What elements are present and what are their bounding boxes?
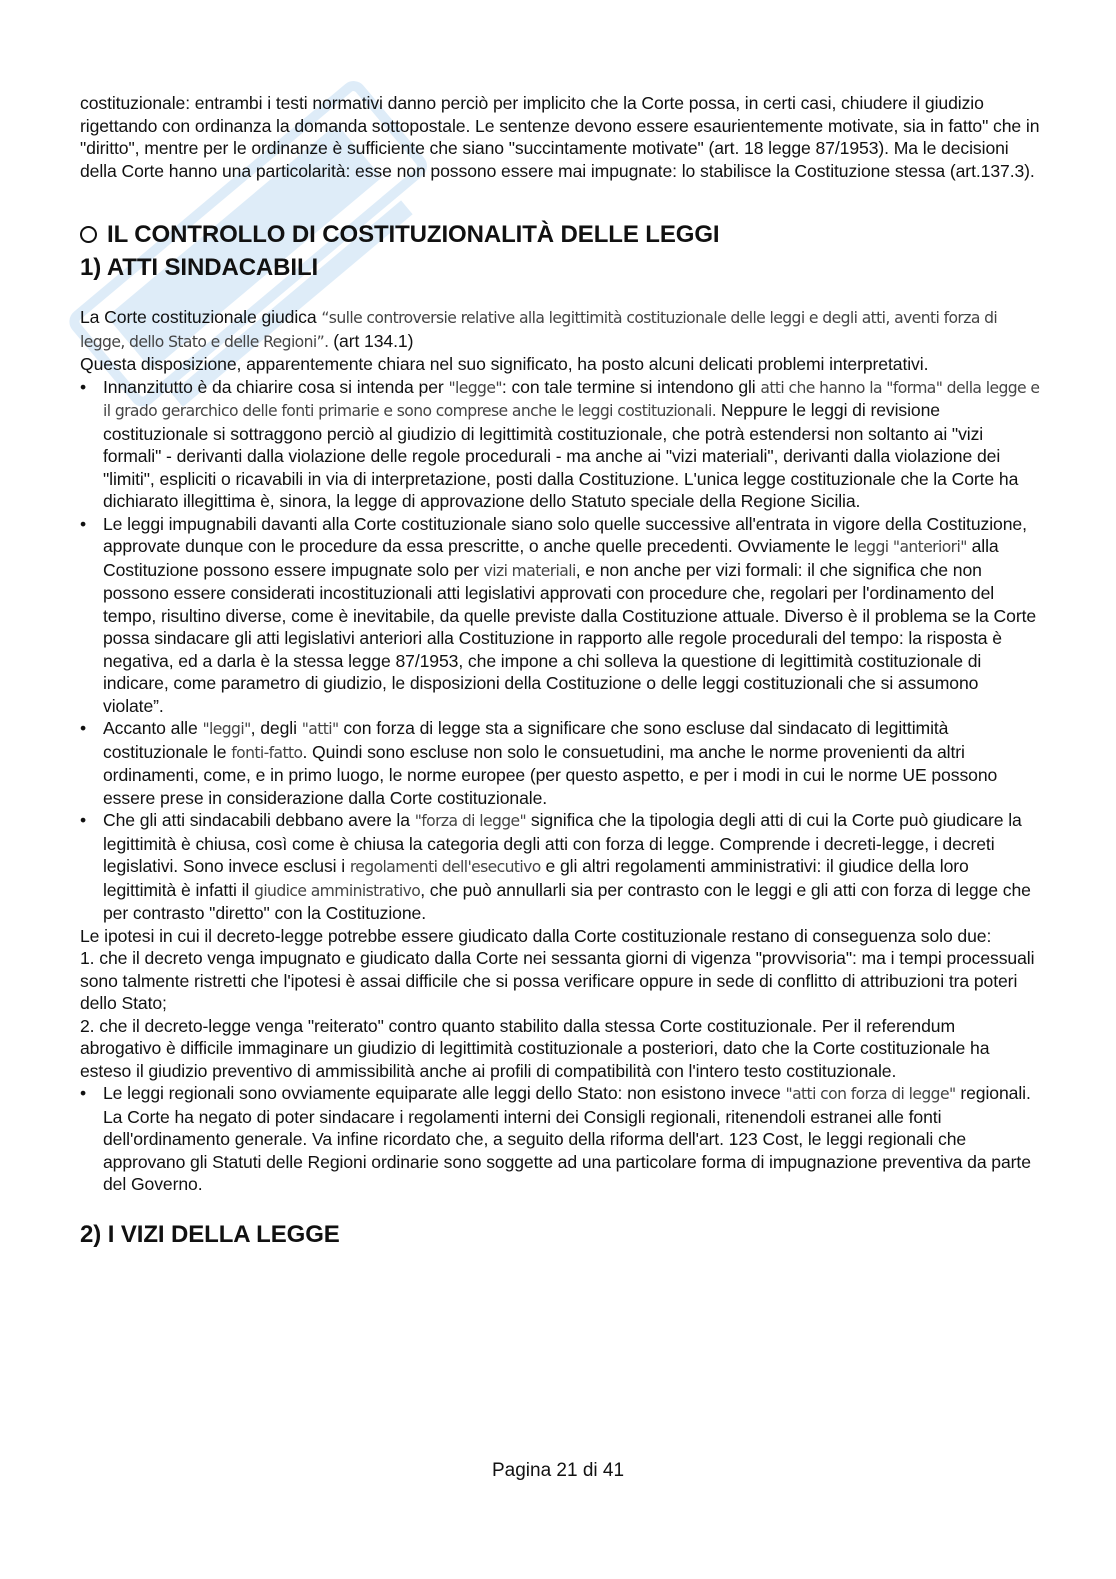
- light-text: "atti": [301, 720, 339, 738]
- list-item: [80, 1082, 1040, 1196]
- light-text: "atti con forza di legge": [785, 1085, 956, 1103]
- subsection-heading-vizi: 2) I VIZI DELLA LEGGE: [80, 1220, 340, 1248]
- text-run: Neppure le leggi di revisione costituzionale si sottraggono perciò al giudizio di legittimità costituzionale, che potrà estendersi non soltanto ai "vizi formali" - derivanti dalla violazione delle regole procedurali - ma anche ai "vizi materiali", derivanti dalla violazione dei "limiti", espliciti o ricavabili in via di interpretazione, posti dalla Costituzione. L'unica legge costituzionale che la Corte ha dichiarato illegittima è, sinora, la legge di approvazione dello Statuto speciale della Regione Sicilia.: [103, 400, 1019, 511]
- paragraph-decreto-legge: Le ipotesi in cui il decreto-legge potrebbe essere giudicato dalla Corte costituzionale restano di conseguenza solo due:: [80, 925, 992, 946]
- list-item: [80, 809, 1040, 925]
- text-run: (art 134.1): [328, 330, 414, 351]
- text-run: significa che la tipologia degli atti di cui la Corte può giudicare la legittimità è chiusa, così come è chiusa la categoria degli atti con forza di legge. Comprende i decreti-legge, i decreti legislativi. Sono invece esclusi i: [103, 810, 1022, 876]
- numbered-item-1: 1. che il decreto venga impugnato e giudicato dalla Corte nei sessanta giorni di vigenza "provvisoria": ma i tempi processuali sono talmente ristretti che l'ipotesi è assai difficile che si possa verificare oppure in sede di conflitto di attribuzioni tra poteri dello Stato;: [80, 948, 1035, 1013]
- section-heading-text: IL CONTROLLO DI COSTITUZIONALITÀ DELLE LEGGI: [107, 221, 720, 248]
- spacer: [80, 284, 1040, 306]
- list-item: [80, 513, 1040, 718]
- light-text: vizi materiali: [483, 561, 576, 580]
- light-text: "forza di legge": [414, 812, 527, 830]
- text-run: La Corte costituzionale giudica: [80, 307, 322, 327]
- light-text: atti che hanno la "forma" della legge e il grado gerarchico delle fonti primarie e sono comprese anche le leggi costituzionali.: [103, 378, 1040, 420]
- text-run: regionali. La Corte ha negato di poter sindacare i regolamenti interni dei Consigli regionali, ritenendoli estranei alle fonti dell'ordinamento generale. Va infine ricordato che, a seguito della riforma dell'art. 123 Cost, le leggi regionali che approvano gli Statuti delle Regioni ordinarie sono soggette ad una particolare forma di impugnazione preventiva da parte del Governo.: [103, 1083, 1031, 1194]
- numbered-item-2: 2. che il decreto-legge venga "reiterato" contro quanto stabilito dalla stessa Corte costituzionale. Per il referendum abrogativo è difficile immaginare un giudizio di legittimità costituzionale a posteriori, dato che la Corte costituzionale ha esteso il giudizio preventivo di ammissibilità anche ai profili di compatibilità con l'intero testo costituzionale.: [80, 1015, 990, 1081]
- document-content: [80, 92, 1040, 1251]
- bullet-list: [80, 376, 1040, 925]
- bullet-list: [80, 1082, 1040, 1196]
- text-run: . Quindi sono escluse non solo le consuetudini, ma anche le norme provenienti da altri ordinamenti, come, e in primo luogo, le norme europee (per questo aspetto, e per i modi in cui le norme UE possono essere prese in considerazione dalla Corte costituzionale.: [103, 741, 998, 808]
- text-run: Accanto alle: [103, 718, 203, 738]
- text-run: Che gli atti sindacabili debbano avere la: [103, 810, 415, 830]
- intro-paragraph: costituzionale: entrambi i testi normativi danno perciò per implicito che la Corte possa, in certi casi, chiudere il giudizio rigettando con ordinanza la domanda sottopostale. Le sentenze devono essere esaurientemente motivate, sia in fatto" che in "diritto", mentre per le ordinanze è sufficiente che siano "succintamente motivate" (art. 18 legge 87/1953). Ma le decisioni della Corte hanno una particolarità: esse non possono essere mai impugnate: lo stabilisce la Costituzione stessa (art.137.3).: [80, 93, 1040, 181]
- light-text: regolamenti dell'esecutivo: [349, 858, 541, 876]
- subsection-heading-atti-sindacabili: 1) ATTI SINDACABILI: [80, 254, 319, 281]
- text-run: Le leggi impugnabili davanti alla Corte costituzionale siano solo quelle successive all'entrata in vigore della Costituzione, approvate dunque con le procedure da essa prescritte, o anche quelle precedenti. Ovviamente le: [103, 513, 1027, 556]
- text-run: Innanzitutto è da chiarire cosa si intenda per: [103, 376, 449, 397]
- page-footer: Pagina 21 di 41: [491, 1460, 625, 1481]
- text-run: , e non anche per vizi formali: il che significa che non possono essere considerati incostituzionali atti legislativi approvati con procedure che, regolari per l'ordinamento del tempo, risultino diverse, come è inevitabile, da quelle previste dalla Costituzione attuale. Diverso è il problema se la Corte possa sindacare gli atti legislativi anteriori alla Costituzione in rapporto alle regole procedurali del tempo: la risposta è negativa, ed a darla è la stessa legge 87/1953, che impone a chi solleva la questione di legittimità costituzionale di indicare, come parametro di giudizio, le disposizioni della Costituzione o delle leggi costituzionali che si assumono violate”.: [103, 559, 1037, 716]
- text-run: : con tale termine si intendono gli: [501, 376, 761, 397]
- list-item: [80, 717, 1040, 809]
- text-run: , che può annullarli sia per contrasto con le leggi e gli atti con forza di legge che per contrasto "diretto" con la Costituzione.: [103, 879, 1031, 923]
- paragraph-art-134: [80, 306, 1040, 353]
- text-run: , degli: [250, 718, 302, 738]
- quoted-text: “sulle controversie relative alla legittimità costituzionale delle leggi e degli atti, aventi forza di legge, dello Stato e delle Regioni”.: [80, 309, 998, 351]
- light-text: leggi "anteriori": [853, 538, 967, 556]
- light-text: giudice amministrativo: [254, 881, 421, 900]
- light-text: fonti-fatto: [231, 743, 303, 762]
- text-run: e gli altri regolamenti amministrativi: il giudice della loro legittimità è infatti il: [103, 856, 969, 900]
- text-run: con forza di legge sta a significare che sono escluse dal sindacato di legittimità costituzionale le: [103, 718, 949, 762]
- light-text: "legge": [448, 378, 502, 397]
- light-text: "leggi": [202, 720, 251, 738]
- text-run: alla Costituzione possono essere impugnate solo per: [103, 536, 999, 580]
- list-item: [80, 376, 1040, 513]
- section-heading: [80, 218, 1040, 251]
- text-run: Le leggi regionali sono ovviamente equiparate alle leggi dello Stato: non esistono invece: [103, 1083, 786, 1103]
- paragraph-interpretation: Questa disposizione, apparentemente chiara nel suo significato, ha posto alcuni delicati problemi interpretativi.: [80, 354, 929, 374]
- circle-bullet-icon: [80, 226, 97, 243]
